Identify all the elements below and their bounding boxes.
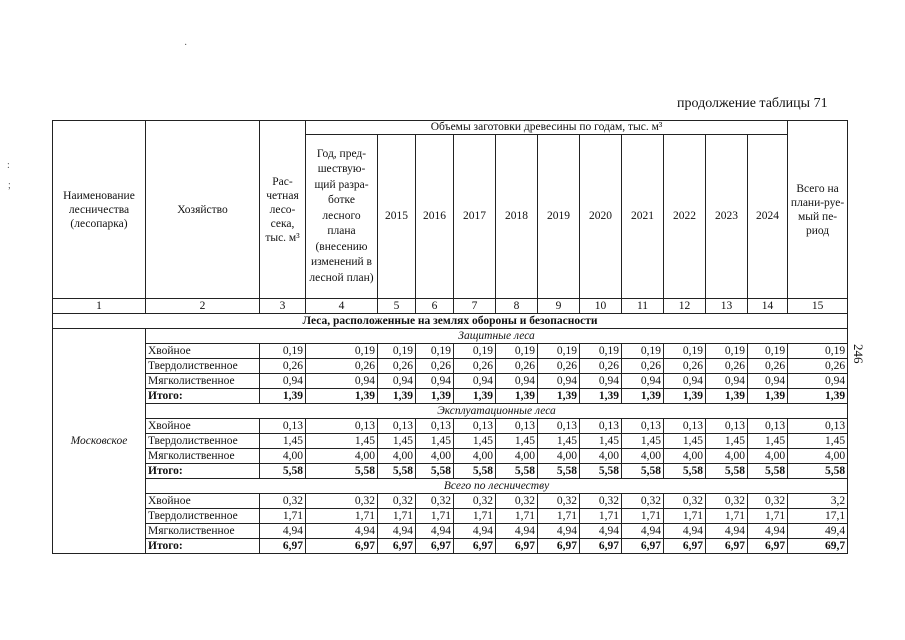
value-cell: 4,00	[416, 449, 454, 464]
value-cell: 0,26	[496, 359, 538, 374]
value-cell: 1,45	[622, 434, 664, 449]
value-cell: 1,71	[454, 509, 496, 524]
value-cell: 0,94	[538, 374, 580, 389]
group-title: Защитные леса	[146, 329, 848, 344]
value-cell: 1,45	[306, 434, 378, 449]
value-cell: 0,32	[706, 494, 748, 509]
value-cell: 0,19	[748, 344, 788, 359]
header-year: 2018	[496, 135, 538, 299]
page-number: 246	[851, 344, 866, 364]
value-cell: 6,97	[378, 539, 416, 554]
value-cell: 4,94	[748, 524, 788, 539]
value-cell: 0,19	[306, 344, 378, 359]
scan-speck: ;	[8, 180, 11, 191]
row-label: Твердолиственное	[146, 359, 260, 374]
value-cell: 1,71	[664, 509, 706, 524]
value-cell: 0,19	[664, 344, 706, 359]
table-row	[53, 419, 848, 434]
row-label: Мягколиственное	[146, 524, 260, 539]
value-cell: 0,26	[306, 359, 378, 374]
value-cell: 6,97	[622, 539, 664, 554]
section-row	[53, 314, 848, 329]
column-number: 7	[454, 299, 496, 314]
table-row	[53, 389, 848, 404]
table-row	[53, 374, 848, 389]
forestry-name: Московское	[53, 329, 146, 554]
value-cell: 5,58	[378, 464, 416, 479]
value-cell: 4,00	[306, 449, 378, 464]
value-cell: 0,26	[788, 359, 848, 374]
column-number: 15	[788, 299, 848, 314]
row-label: Итого:	[146, 389, 260, 404]
value-cell: 0,32	[378, 494, 416, 509]
value-cell: 1,45	[788, 434, 848, 449]
column-number: 14	[748, 299, 788, 314]
value-cell: 4,94	[706, 524, 748, 539]
value-cell: 1,71	[622, 509, 664, 524]
value-cell: 0,94	[664, 374, 706, 389]
value-cell: 4,94	[454, 524, 496, 539]
value-cell: 5,58	[416, 464, 454, 479]
value-cell: 0,94	[378, 374, 416, 389]
value-cell: 4,94	[306, 524, 378, 539]
header-year: 2017	[454, 135, 496, 299]
value-cell: 4,94	[416, 524, 454, 539]
value-cell: 5,58	[788, 464, 848, 479]
value-cell: 0,19	[454, 344, 496, 359]
value-cell: 1,39	[788, 389, 848, 404]
group-title-row	[53, 329, 848, 344]
value-cell: 0,26	[416, 359, 454, 374]
value-cell: 0,13	[788, 419, 848, 434]
column-number: 4	[306, 299, 378, 314]
table-row	[53, 524, 848, 539]
column-number: 2	[146, 299, 260, 314]
value-cell: 0,19	[378, 344, 416, 359]
value-cell: 1,39	[306, 389, 378, 404]
value-cell: 49,4	[788, 524, 848, 539]
header-volumes: Объемы заготовки древесины по годам, тыс. м³	[306, 121, 788, 135]
value-cell: 0,13	[306, 419, 378, 434]
value-cell: 0,19	[788, 344, 848, 359]
value-cell: 0,32	[416, 494, 454, 509]
value-cell: 0,26	[664, 359, 706, 374]
value-cell: 4,94	[496, 524, 538, 539]
column-number: 9	[538, 299, 580, 314]
value-cell: 5,58	[580, 464, 622, 479]
value-cell: 4,00	[706, 449, 748, 464]
value-cell: 0,19	[260, 344, 306, 359]
table-caption: продолжение таблицы 71	[677, 96, 828, 111]
column-number: 12	[664, 299, 706, 314]
value-cell: 0,19	[496, 344, 538, 359]
value-cell: 6,97	[706, 539, 748, 554]
value-cell: 6,97	[496, 539, 538, 554]
value-cell: 0,13	[260, 419, 306, 434]
table-row	[53, 464, 848, 479]
value-cell: 6,97	[538, 539, 580, 554]
header-forestry: Наименование лесничества (лесопарка)	[53, 121, 146, 299]
header-total: Всего на плани-руе-мый пе-риод	[788, 121, 848, 299]
value-cell: 0,13	[580, 419, 622, 434]
value-cell: 1,39	[416, 389, 454, 404]
header-year: 2021	[622, 135, 664, 299]
value-cell: 1,39	[706, 389, 748, 404]
value-cell: 4,00	[496, 449, 538, 464]
value-cell: 4,94	[260, 524, 306, 539]
value-cell: 0,26	[748, 359, 788, 374]
header-year: 2016	[416, 135, 454, 299]
value-cell: 6,97	[454, 539, 496, 554]
row-label: Мягколиственное	[146, 449, 260, 464]
value-cell: 5,58	[454, 464, 496, 479]
header-year: 2019	[538, 135, 580, 299]
value-cell: 0,26	[580, 359, 622, 374]
value-cell: 0,94	[748, 374, 788, 389]
value-cell: 0,13	[706, 419, 748, 434]
value-cell: 0,13	[538, 419, 580, 434]
value-cell: 5,58	[306, 464, 378, 479]
value-cell: 1,71	[416, 509, 454, 524]
row-label: Хвойное	[146, 419, 260, 434]
value-cell: 0,32	[748, 494, 788, 509]
value-cell: 1,71	[538, 509, 580, 524]
header-economy: Хозяйство	[146, 121, 260, 299]
value-cell: 0,13	[664, 419, 706, 434]
value-cell: 0,13	[454, 419, 496, 434]
column-number: 1	[53, 299, 146, 314]
value-cell: 1,71	[306, 509, 378, 524]
value-cell: 6,97	[306, 539, 378, 554]
value-cell: 0,94	[260, 374, 306, 389]
table-row	[53, 359, 848, 374]
value-cell: 0,13	[622, 419, 664, 434]
value-cell: 1,39	[496, 389, 538, 404]
value-cell: 6,97	[260, 539, 306, 554]
value-cell: 6,97	[748, 539, 788, 554]
column-number: 11	[622, 299, 664, 314]
value-cell: 4,00	[538, 449, 580, 464]
value-cell: 1,71	[748, 509, 788, 524]
value-cell: 0,94	[416, 374, 454, 389]
column-number: 5	[378, 299, 416, 314]
value-cell: 0,32	[306, 494, 378, 509]
value-cell: 0,26	[454, 359, 496, 374]
value-cell: 1,45	[580, 434, 622, 449]
value-cell: 0,13	[378, 419, 416, 434]
value-cell: 1,39	[622, 389, 664, 404]
value-cell: 0,32	[454, 494, 496, 509]
value-cell: 1,45	[454, 434, 496, 449]
value-cell: 1,71	[260, 509, 306, 524]
value-cell: 0,19	[416, 344, 454, 359]
value-cell: 4,94	[580, 524, 622, 539]
value-cell: 4,00	[378, 449, 416, 464]
value-cell: 5,58	[538, 464, 580, 479]
value-cell: 1,39	[664, 389, 706, 404]
group-title-row	[53, 479, 848, 494]
row-label: Мягколиственное	[146, 374, 260, 389]
header-prev-year: Год, пред-шествую-щий разра-ботке лесного плана (внесению изменений в лесной план)	[306, 135, 378, 299]
value-cell: 0,94	[580, 374, 622, 389]
row-label: Хвойное	[146, 344, 260, 359]
value-cell: 1,39	[748, 389, 788, 404]
header-year: 2022	[664, 135, 706, 299]
value-cell: 0,13	[496, 419, 538, 434]
row-label: Твердолиственное	[146, 434, 260, 449]
column-number: 8	[496, 299, 538, 314]
value-cell: 4,00	[622, 449, 664, 464]
value-cell: 6,97	[580, 539, 622, 554]
value-cell: 3,2	[788, 494, 848, 509]
value-cell: 0,26	[622, 359, 664, 374]
group-title: Всего по лесничеству	[146, 479, 848, 494]
value-cell: 0,94	[706, 374, 748, 389]
value-cell: 4,00	[580, 449, 622, 464]
value-cell: 0,32	[538, 494, 580, 509]
scan-speck: ·	[184, 40, 188, 51]
value-cell: 4,94	[664, 524, 706, 539]
column-number-row	[53, 299, 848, 314]
value-cell: 1,39	[538, 389, 580, 404]
value-cell: 6,97	[416, 539, 454, 554]
table-row	[53, 539, 848, 554]
value-cell: 4,94	[622, 524, 664, 539]
table-row	[53, 449, 848, 464]
value-cell: 5,58	[260, 464, 306, 479]
value-cell: 1,71	[496, 509, 538, 524]
value-cell: 0,19	[538, 344, 580, 359]
value-cell: 6,97	[664, 539, 706, 554]
value-cell: 0,26	[706, 359, 748, 374]
row-label: Итого:	[146, 539, 260, 554]
value-cell: 4,00	[454, 449, 496, 464]
value-cell: 0,26	[260, 359, 306, 374]
value-cell: 1,45	[538, 434, 580, 449]
value-cell: 1,39	[378, 389, 416, 404]
value-cell: 1,45	[664, 434, 706, 449]
header-year: 2015	[378, 135, 416, 299]
value-cell: 0,19	[580, 344, 622, 359]
value-cell: 5,58	[496, 464, 538, 479]
value-cell: 4,00	[260, 449, 306, 464]
harvest-volume-table	[52, 120, 848, 554]
header-year: 2024	[748, 135, 788, 299]
value-cell: 0,19	[706, 344, 748, 359]
value-cell: 0,32	[260, 494, 306, 509]
value-cell: 1,71	[706, 509, 748, 524]
row-label: Твердолиственное	[146, 509, 260, 524]
table-row	[53, 434, 848, 449]
value-cell: 1,45	[378, 434, 416, 449]
table-row	[53, 344, 848, 359]
value-cell: 17,1	[788, 509, 848, 524]
group-title: Эксплуатационные леса	[146, 404, 848, 419]
section-title: Леса, расположенные на землях обороны и безопасности	[53, 314, 848, 329]
column-number: 6	[416, 299, 454, 314]
value-cell: 1,45	[260, 434, 306, 449]
value-cell: 4,94	[538, 524, 580, 539]
value-cell: 1,71	[580, 509, 622, 524]
value-cell: 4,00	[788, 449, 848, 464]
row-label: Хвойное	[146, 494, 260, 509]
table-row	[53, 494, 848, 509]
table-row	[53, 509, 848, 524]
column-number: 13	[706, 299, 748, 314]
value-cell: 0,94	[496, 374, 538, 389]
value-cell: 5,58	[706, 464, 748, 479]
value-cell: 5,58	[622, 464, 664, 479]
value-cell: 0,94	[788, 374, 848, 389]
value-cell: 1,39	[260, 389, 306, 404]
value-cell: 0,26	[378, 359, 416, 374]
value-cell: 0,32	[496, 494, 538, 509]
value-cell: 0,32	[622, 494, 664, 509]
value-cell: 1,45	[748, 434, 788, 449]
header-year: 2020	[580, 135, 622, 299]
value-cell: 5,58	[664, 464, 706, 479]
value-cell: 4,00	[748, 449, 788, 464]
group-title-row	[53, 404, 848, 419]
value-cell: 0,19	[622, 344, 664, 359]
value-cell: 4,00	[664, 449, 706, 464]
value-cell: 0,13	[416, 419, 454, 434]
value-cell: 1,39	[580, 389, 622, 404]
value-cell: 0,32	[580, 494, 622, 509]
header-year: 2023	[706, 135, 748, 299]
value-cell: 1,71	[378, 509, 416, 524]
scan-speck: :	[7, 160, 10, 171]
value-cell: 0,32	[664, 494, 706, 509]
value-cell: 69,7	[788, 539, 848, 554]
header-calc-cut: Рас-четная лесо-сека, тыс. м³	[260, 121, 306, 299]
value-cell: 0,94	[454, 374, 496, 389]
value-cell: 1,45	[496, 434, 538, 449]
row-label: Итого:	[146, 464, 260, 479]
value-cell: 1,45	[416, 434, 454, 449]
value-cell: 1,45	[706, 434, 748, 449]
value-cell: 0,13	[748, 419, 788, 434]
column-number: 3	[260, 299, 306, 314]
column-number: 10	[580, 299, 622, 314]
value-cell: 1,39	[454, 389, 496, 404]
value-cell: 0,26	[538, 359, 580, 374]
value-cell: 5,58	[748, 464, 788, 479]
value-cell: 0,94	[306, 374, 378, 389]
value-cell: 4,94	[378, 524, 416, 539]
value-cell: 0,94	[622, 374, 664, 389]
